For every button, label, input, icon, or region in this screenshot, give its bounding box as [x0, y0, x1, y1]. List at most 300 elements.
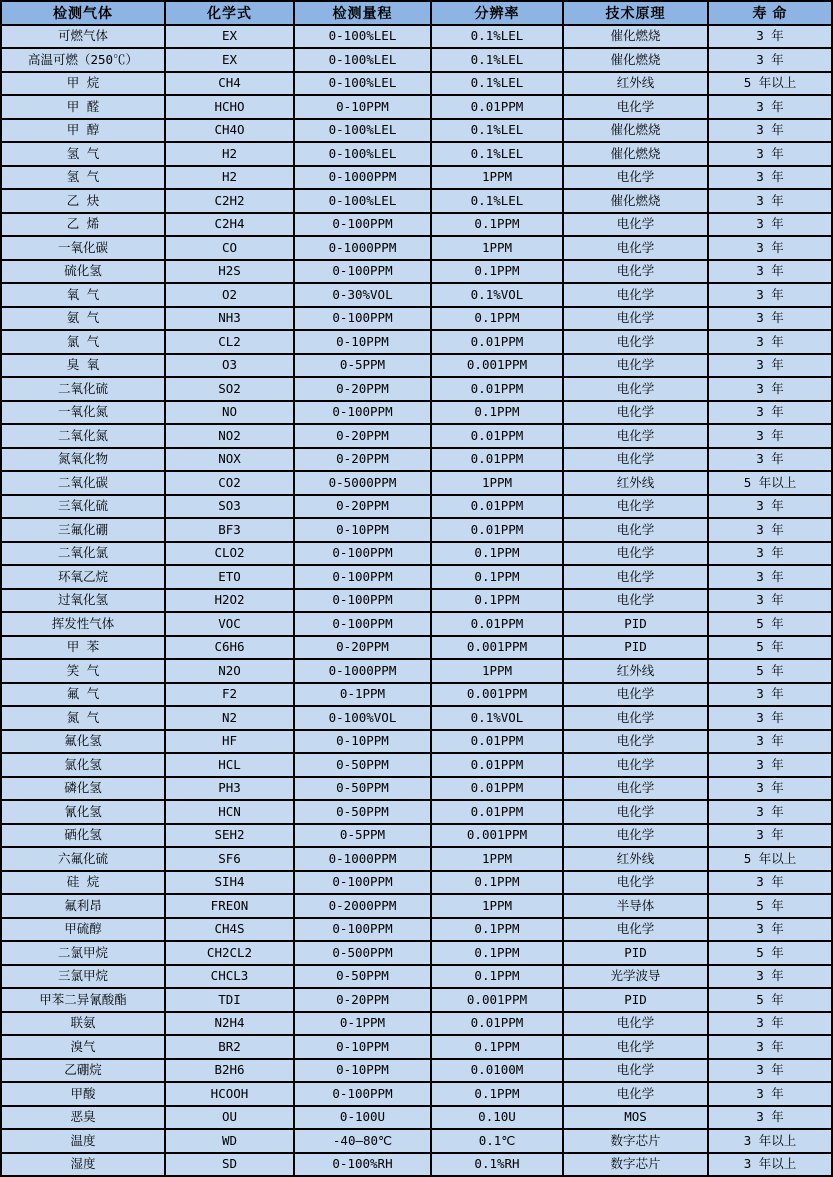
range-cell: 0-50PPM — [294, 753, 431, 777]
formula-cell: C6H6 — [165, 636, 294, 660]
principle-cell: 电化学 — [563, 283, 708, 307]
resolution-cell: 0.1PPM — [431, 918, 563, 942]
formula-cell: NH3 — [165, 307, 294, 331]
range-cell: -40—80℃ — [294, 1129, 431, 1153]
lifespan-cell: 3 年 — [708, 424, 832, 448]
lifespan-cell: 3 年 — [708, 824, 832, 848]
formula-cell: O2 — [165, 283, 294, 307]
principle-cell: 催化燃烧 — [563, 48, 708, 72]
range-cell: 0-10PPM — [294, 1035, 431, 1059]
table-row — [1, 1012, 832, 1036]
resolution-cell: 0.01PPM — [431, 377, 563, 401]
principle-cell: 电化学 — [563, 753, 708, 777]
principle-cell: 半导体 — [563, 894, 708, 918]
table-row — [1, 847, 832, 871]
range-cell: 0-5000PPM — [294, 471, 431, 495]
resolution-cell: 0.1PPM — [431, 542, 563, 566]
table-row — [1, 307, 832, 331]
resolution-cell: 0.01PPM — [431, 800, 563, 824]
principle-cell: 催化燃烧 — [563, 189, 708, 213]
range-cell: 0-10PPM — [294, 730, 431, 754]
table-header-row — [1, 1, 832, 25]
gas-cell: 氧 气 — [1, 283, 165, 307]
resolution-cell: 0.1%LEL — [431, 25, 563, 49]
resolution-cell: 0.1PPM — [431, 307, 563, 331]
range-cell: 0-100U — [294, 1106, 431, 1130]
principle-cell: 红外线 — [563, 659, 708, 683]
range-cell: 0-1000PPM — [294, 659, 431, 683]
formula-cell: ETO — [165, 565, 294, 589]
lifespan-cell: 3 年 — [708, 1082, 832, 1106]
principle-cell: PID — [563, 988, 708, 1012]
resolution-cell: 0.1PPM — [431, 871, 563, 895]
lifespan-cell: 5 年 — [708, 612, 832, 636]
gas-cell: 硒化氢 — [1, 824, 165, 848]
range-cell: 0-10PPM — [294, 1059, 431, 1083]
gas-cell: 三氧化硫 — [1, 495, 165, 519]
resolution-cell: 1PPM — [431, 659, 563, 683]
lifespan-cell: 3 年 — [708, 918, 832, 942]
formula-cell: H2 — [165, 166, 294, 190]
formula-cell: NO — [165, 401, 294, 425]
gas-cell: 磷化氢 — [1, 777, 165, 801]
table-row — [1, 965, 832, 989]
gas-cell: 二氧化碳 — [1, 471, 165, 495]
resolution-cell: 0.001PPM — [431, 988, 563, 1012]
formula-cell: HCN — [165, 800, 294, 824]
table-row — [1, 1106, 832, 1130]
gas-cell: 甲 苯 — [1, 636, 165, 660]
range-cell: 0-10PPM — [294, 95, 431, 119]
resolution-cell: 0.10U — [431, 1106, 563, 1130]
table-row — [1, 119, 832, 143]
gas-cell: 甲 醛 — [1, 95, 165, 119]
resolution-cell: 0.01PPM — [431, 495, 563, 519]
lifespan-cell: 5 年以上 — [708, 72, 832, 96]
table-row — [1, 542, 832, 566]
lifespan-cell: 3 年 — [708, 495, 832, 519]
lifespan-cell: 3 年 — [708, 330, 832, 354]
lifespan-cell: 3 年以上 — [708, 1153, 832, 1177]
formula-cell: SO2 — [165, 377, 294, 401]
principle-cell: 光学波导 — [563, 965, 708, 989]
principle-cell: 电化学 — [563, 730, 708, 754]
gas-cell: 氢 气 — [1, 166, 165, 190]
gas-cell: 氯化氢 — [1, 753, 165, 777]
formula-cell: FREON — [165, 894, 294, 918]
range-cell: 0-10PPM — [294, 330, 431, 354]
resolution-cell: 0.001PPM — [431, 636, 563, 660]
lifespan-cell: 3 年 — [708, 589, 832, 613]
formula-cell: HCOOH — [165, 1082, 294, 1106]
range-cell: 0-100%RH — [294, 1153, 431, 1177]
range-cell: 0-1000PPM — [294, 847, 431, 871]
principle-cell: 数字芯片 — [563, 1153, 708, 1177]
gas-cell: 联氨 — [1, 1012, 165, 1036]
range-cell: 0-1000PPM — [294, 236, 431, 260]
lifespan-cell: 5 年 — [708, 988, 832, 1012]
lifespan-cell: 3 年 — [708, 377, 832, 401]
column-header-principle: 技术原理 — [563, 1, 708, 25]
principle-cell: 电化学 — [563, 518, 708, 542]
resolution-cell: 1PPM — [431, 471, 563, 495]
lifespan-cell: 5 年 — [708, 941, 832, 965]
table-row — [1, 565, 832, 589]
principle-cell: 电化学 — [563, 871, 708, 895]
table-row — [1, 777, 832, 801]
gas-cell: 氟 气 — [1, 683, 165, 707]
range-cell: 0-100PPM — [294, 1082, 431, 1106]
formula-cell: N2H4 — [165, 1012, 294, 1036]
gas-cell: 硅 烷 — [1, 871, 165, 895]
table-row — [1, 1035, 832, 1059]
table-row — [1, 142, 832, 166]
formula-cell: CH4S — [165, 918, 294, 942]
table-row — [1, 213, 832, 237]
column-header-lifespan: 寿 命 — [708, 1, 832, 25]
range-cell: 0-100PPM — [294, 589, 431, 613]
formula-cell: H2O2 — [165, 589, 294, 613]
gas-cell: 二氧化氮 — [1, 424, 165, 448]
principle-cell: 电化学 — [563, 260, 708, 284]
principle-cell: 催化燃烧 — [563, 119, 708, 143]
formula-cell: CLO2 — [165, 542, 294, 566]
formula-cell: WD — [165, 1129, 294, 1153]
lifespan-cell: 3 年 — [708, 518, 832, 542]
gas-cell: 挥发性气体 — [1, 612, 165, 636]
principle-cell: 电化学 — [563, 1059, 708, 1083]
range-cell: 0-1PPM — [294, 683, 431, 707]
table-row — [1, 683, 832, 707]
principle-cell: MOS — [563, 1106, 708, 1130]
principle-cell: 电化学 — [563, 824, 708, 848]
table-row — [1, 871, 832, 895]
resolution-cell: 0.1%LEL — [431, 72, 563, 96]
table-row — [1, 659, 832, 683]
resolution-cell: 0.01PPM — [431, 730, 563, 754]
resolution-cell: 0.1PPM — [431, 565, 563, 589]
principle-cell: 电化学 — [563, 565, 708, 589]
resolution-cell: 0.01PPM — [431, 753, 563, 777]
lifespan-cell: 3 年 — [708, 1106, 832, 1130]
principle-cell: 红外线 — [563, 72, 708, 96]
lifespan-cell: 3 年 — [708, 777, 832, 801]
formula-cell: C2H4 — [165, 213, 294, 237]
table-row — [1, 236, 832, 260]
formula-cell: NOX — [165, 448, 294, 472]
gas-cell: 环氧乙烷 — [1, 565, 165, 589]
gas-cell: 可燃气体 — [1, 25, 165, 49]
table-row — [1, 189, 832, 213]
gas-cell: 三氟化硼 — [1, 518, 165, 542]
range-cell: 0-2000PPM — [294, 894, 431, 918]
lifespan-cell: 3 年 — [708, 283, 832, 307]
table-row — [1, 448, 832, 472]
resolution-cell: 0.1PPM — [431, 965, 563, 989]
principle-cell: 电化学 — [563, 166, 708, 190]
formula-cell: PH3 — [165, 777, 294, 801]
gas-cell: 乙 炔 — [1, 189, 165, 213]
resolution-cell: 0.1PPM — [431, 589, 563, 613]
lifespan-cell: 3 年 — [708, 542, 832, 566]
lifespan-cell: 3 年 — [708, 354, 832, 378]
formula-cell: SO3 — [165, 495, 294, 519]
table-row — [1, 354, 832, 378]
range-cell: 0-100PPM — [294, 918, 431, 942]
table-row — [1, 988, 832, 1012]
range-cell: 0-50PPM — [294, 800, 431, 824]
principle-cell: 电化学 — [563, 1035, 708, 1059]
range-cell: 0-5PPM — [294, 354, 431, 378]
resolution-cell: 0.001PPM — [431, 354, 563, 378]
formula-cell: BF3 — [165, 518, 294, 542]
table-row — [1, 1059, 832, 1083]
resolution-cell: 0.01PPM — [431, 612, 563, 636]
principle-cell: 电化学 — [563, 354, 708, 378]
range-cell: 0-10PPM — [294, 518, 431, 542]
table-row — [1, 48, 832, 72]
formula-cell: CH4 — [165, 72, 294, 96]
lifespan-cell: 3 年 — [708, 800, 832, 824]
formula-cell: BR2 — [165, 1035, 294, 1059]
principle-cell: 电化学 — [563, 330, 708, 354]
range-cell: 0-100PPM — [294, 871, 431, 895]
lifespan-cell: 3 年 — [708, 448, 832, 472]
formula-cell: C2H2 — [165, 189, 294, 213]
gas-cell: 氮 气 — [1, 706, 165, 730]
resolution-cell: 0.1℃ — [431, 1129, 563, 1153]
gas-cell: 湿度 — [1, 1153, 165, 1177]
resolution-cell: 0.1PPM — [431, 401, 563, 425]
lifespan-cell: 3 年 — [708, 565, 832, 589]
table-row — [1, 612, 832, 636]
table-row — [1, 424, 832, 448]
table-row — [1, 824, 832, 848]
resolution-cell: 0.0100M — [431, 1059, 563, 1083]
resolution-cell: 0.1%LEL — [431, 119, 563, 143]
range-cell: 0-30%VOL — [294, 283, 431, 307]
resolution-cell: 0.1PPM — [431, 1035, 563, 1059]
principle-cell: 红外线 — [563, 847, 708, 871]
principle-cell: 电化学 — [563, 1012, 708, 1036]
table-row — [1, 894, 832, 918]
gas-cell: 乙 烯 — [1, 213, 165, 237]
range-cell: 0-100PPM — [294, 542, 431, 566]
table-row — [1, 25, 832, 49]
principle-cell: 电化学 — [563, 213, 708, 237]
range-cell: 0-50PPM — [294, 777, 431, 801]
lifespan-cell: 3 年 — [708, 236, 832, 260]
formula-cell: SEH2 — [165, 824, 294, 848]
principle-cell: 电化学 — [563, 589, 708, 613]
lifespan-cell: 3 年 — [708, 166, 832, 190]
gas-cell: 甲苯二异氰酸酯 — [1, 988, 165, 1012]
resolution-cell: 0.01PPM — [431, 95, 563, 119]
table-row — [1, 377, 832, 401]
resolution-cell: 0.01PPM — [431, 1012, 563, 1036]
principle-cell: 电化学 — [563, 706, 708, 730]
range-cell: 0-20PPM — [294, 448, 431, 472]
gas-cell: 溴气 — [1, 1035, 165, 1059]
formula-cell: SF6 — [165, 847, 294, 871]
resolution-cell: 0.1%LEL — [431, 189, 563, 213]
range-cell: 0-20PPM — [294, 636, 431, 660]
principle-cell: 电化学 — [563, 542, 708, 566]
principle-cell: 电化学 — [563, 448, 708, 472]
formula-cell: HCL — [165, 753, 294, 777]
lifespan-cell: 3 年 — [708, 706, 832, 730]
formula-cell: SD — [165, 1153, 294, 1177]
lifespan-cell: 3 年 — [708, 965, 832, 989]
range-cell: 0-100PPM — [294, 260, 431, 284]
principle-cell: 电化学 — [563, 377, 708, 401]
formula-cell: TDI — [165, 988, 294, 1012]
gas-cell: 氟利昂 — [1, 894, 165, 918]
principle-cell: 电化学 — [563, 307, 708, 331]
resolution-cell: 1PPM — [431, 847, 563, 871]
resolution-cell: 0.01PPM — [431, 777, 563, 801]
gas-cell: 氨 气 — [1, 307, 165, 331]
gas-cell: 二氯甲烷 — [1, 941, 165, 965]
resolution-cell: 0.1%LEL — [431, 142, 563, 166]
table-row — [1, 283, 832, 307]
gas-cell: 氟化氢 — [1, 730, 165, 754]
lifespan-cell: 3 年 — [708, 48, 832, 72]
gas-cell: 氢 气 — [1, 142, 165, 166]
table-row — [1, 72, 832, 96]
lifespan-cell: 3 年 — [708, 730, 832, 754]
range-cell: 0-100%LEL — [294, 119, 431, 143]
resolution-cell: 0.01PPM — [431, 448, 563, 472]
lifespan-cell: 3 年 — [708, 683, 832, 707]
principle-cell: 电化学 — [563, 424, 708, 448]
formula-cell: OU — [165, 1106, 294, 1130]
formula-cell: EX — [165, 25, 294, 49]
range-cell: 0-100%VOL — [294, 706, 431, 730]
range-cell: 0-20PPM — [294, 495, 431, 519]
range-cell: 0-100%LEL — [294, 48, 431, 72]
formula-cell: H2 — [165, 142, 294, 166]
resolution-cell: 0.1%VOL — [431, 283, 563, 307]
gas-cell: 乙硼烷 — [1, 1059, 165, 1083]
resolution-cell: 0.1PPM — [431, 1082, 563, 1106]
resolution-cell: 0.1PPM — [431, 213, 563, 237]
formula-cell: CL2 — [165, 330, 294, 354]
gas-cell: 甲 烷 — [1, 72, 165, 96]
formula-cell: NO2 — [165, 424, 294, 448]
gas-cell: 臭 氧 — [1, 354, 165, 378]
principle-cell: 电化学 — [563, 777, 708, 801]
gas-cell: 甲酸 — [1, 1082, 165, 1106]
table-row — [1, 260, 832, 284]
principle-cell: 红外线 — [563, 471, 708, 495]
resolution-cell: 0.01PPM — [431, 330, 563, 354]
principle-cell: 电化学 — [563, 401, 708, 425]
formula-cell: B2H6 — [165, 1059, 294, 1083]
table-row — [1, 495, 832, 519]
principle-cell: 电化学 — [563, 1082, 708, 1106]
table-row — [1, 730, 832, 754]
gas-cell: 甲硫醇 — [1, 918, 165, 942]
table-row — [1, 166, 832, 190]
range-cell: 0-1PPM — [294, 1012, 431, 1036]
lifespan-cell: 3 年 — [708, 1059, 832, 1083]
formula-cell: HCHO — [165, 95, 294, 119]
principle-cell: 电化学 — [563, 683, 708, 707]
table-row — [1, 800, 832, 824]
resolution-cell: 0.01PPM — [431, 424, 563, 448]
resolution-cell: 0.1%LEL — [431, 48, 563, 72]
lifespan-cell: 3 年 — [708, 119, 832, 143]
resolution-cell: 0.1%RH — [431, 1153, 563, 1177]
table-row — [1, 941, 832, 965]
formula-cell: HF — [165, 730, 294, 754]
lifespan-cell: 3 年 — [708, 25, 832, 49]
range-cell: 0-100PPM — [294, 401, 431, 425]
principle-cell: 电化学 — [563, 495, 708, 519]
gas-cell: 六氟化硫 — [1, 847, 165, 871]
resolution-cell: 0.1PPM — [431, 941, 563, 965]
lifespan-cell: 5 年 — [708, 659, 832, 683]
formula-cell: CHCL3 — [165, 965, 294, 989]
table-row — [1, 401, 832, 425]
resolution-cell: 0.001PPM — [431, 824, 563, 848]
principle-cell: 电化学 — [563, 236, 708, 260]
lifespan-cell: 3 年 — [708, 1035, 832, 1059]
principle-cell: 催化燃烧 — [563, 25, 708, 49]
range-cell: 0-100PPM — [294, 565, 431, 589]
gas-cell: 一氧化氮 — [1, 401, 165, 425]
range-cell: 0-5PPM — [294, 824, 431, 848]
resolution-cell: 0.1%VOL — [431, 706, 563, 730]
table-row — [1, 1082, 832, 1106]
lifespan-cell: 5 年以上 — [708, 471, 832, 495]
principle-cell: PID — [563, 612, 708, 636]
column-header-gas: 检测气体 — [1, 1, 165, 25]
table-row — [1, 1129, 832, 1153]
range-cell: 0-100%LEL — [294, 189, 431, 213]
gas-cell: 一氧化碳 — [1, 236, 165, 260]
resolution-cell: 0.01PPM — [431, 518, 563, 542]
formula-cell: CO2 — [165, 471, 294, 495]
gas-cell: 笑 气 — [1, 659, 165, 683]
table-row — [1, 95, 832, 119]
range-cell: 0-20PPM — [294, 988, 431, 1012]
lifespan-cell: 3 年 — [708, 142, 832, 166]
principle-cell: 数字芯片 — [563, 1129, 708, 1153]
lifespan-cell: 5 年 — [708, 894, 832, 918]
table-row — [1, 589, 832, 613]
formula-cell: H2S — [165, 260, 294, 284]
range-cell: 0-1000PPM — [294, 166, 431, 190]
range-cell: 0-100%LEL — [294, 72, 431, 96]
principle-cell: 催化燃烧 — [563, 142, 708, 166]
range-cell: 0-100%LEL — [294, 142, 431, 166]
gas-cell: 氮氧化物 — [1, 448, 165, 472]
lifespan-cell: 3 年 — [708, 260, 832, 284]
range-cell: 0-100%LEL — [294, 25, 431, 49]
column-header-resolution: 分辨率 — [431, 1, 563, 25]
table-row — [1, 636, 832, 660]
range-cell: 0-50PPM — [294, 965, 431, 989]
gas-cell: 恶臭 — [1, 1106, 165, 1130]
table-row — [1, 1153, 832, 1177]
range-cell: 0-20PPM — [294, 424, 431, 448]
formula-cell: F2 — [165, 683, 294, 707]
column-header-range: 检测量程 — [294, 1, 431, 25]
lifespan-cell: 3 年以上 — [708, 1129, 832, 1153]
lifespan-cell: 3 年 — [708, 401, 832, 425]
